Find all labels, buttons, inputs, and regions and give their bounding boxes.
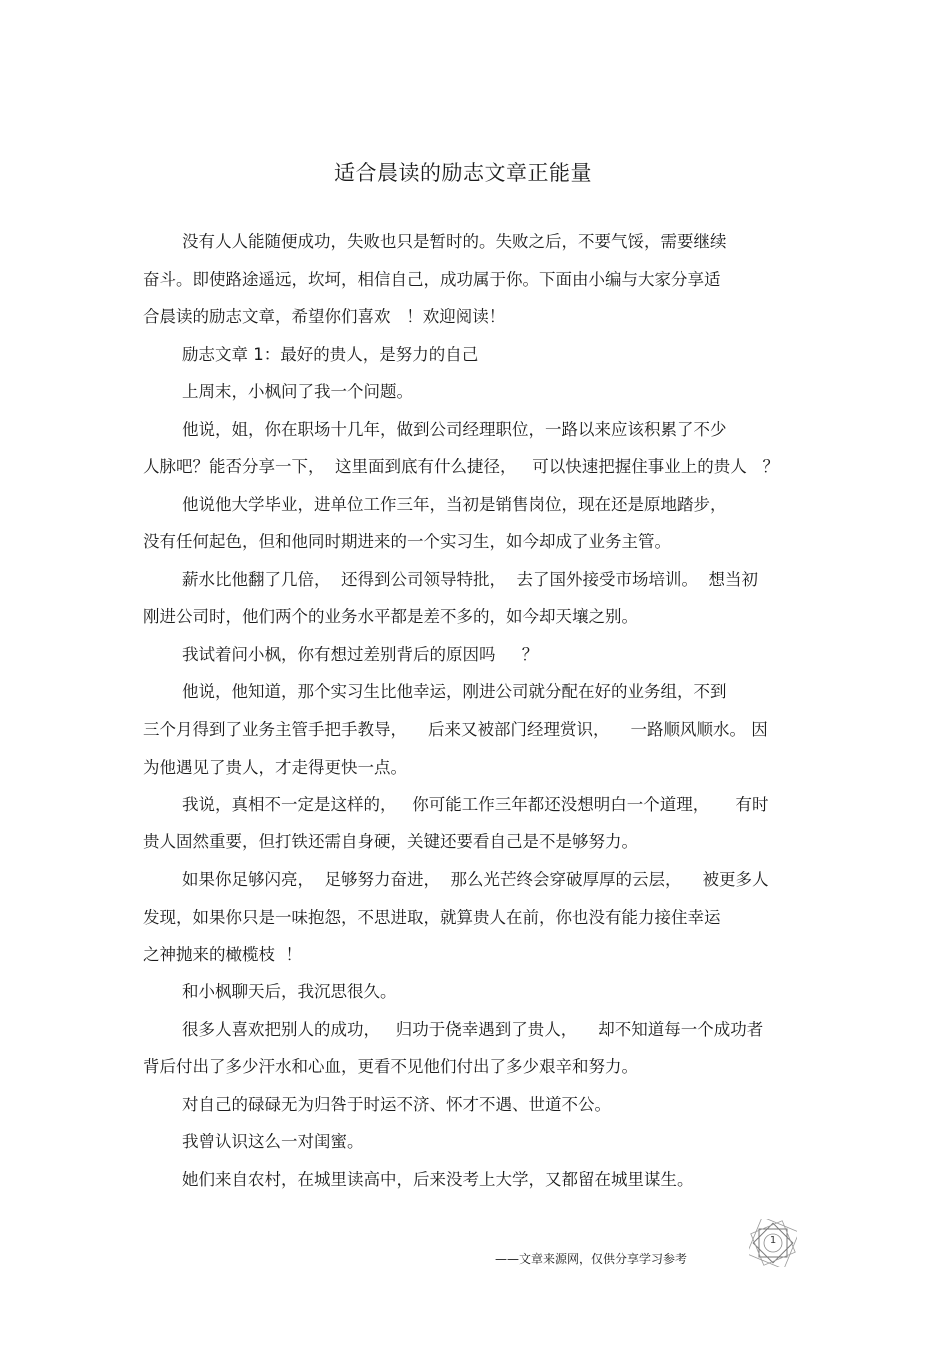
body-line: 为他遇见了贵人，才走得更快一点。: [143, 758, 407, 777]
body-line: 奋斗。即使路途遥远，坎坷，相信自己，成功属于你。下面由小编与大家分享适: [143, 270, 721, 289]
body-line: 没有任何起色，但和他同时期进来的一个实习生，如今却成了业务主管。: [143, 532, 671, 551]
body-line: 三个月得到了业务主管手把手教导， 后来又被部门经理赏识， 一路顺风顺水。 因: [143, 720, 768, 739]
page-number-badge: [749, 1219, 797, 1267]
body-line: 他说，姐，你在职场十几年，做到公司经理职位，一路以来应该积累了不少: [182, 420, 727, 439]
body-line: 对自己的碌碌无为归咎于时运不济、怀才不遇、世道不公。: [182, 1095, 611, 1114]
body-line: 合晨读的励志文章，希望你们喜欢 ！欢迎阅读！: [143, 307, 506, 326]
body-line: 薪水比他翻了几倍， 还得到公司领导特批， 去了国外接受市场培训。 想当初: [182, 570, 758, 589]
section-heading: 励志文章 1：最好的贵人，是努力的自己: [182, 345, 479, 364]
body-line: 他说，他知道，那个实习生比他幸运，刚进公司就分配在好的业务组，不到: [182, 682, 727, 701]
body-line: 如果你足够闪亮， 足够努力奋进， 那么光芒终会穿破厚厚的云层， 被更多人: [182, 870, 769, 889]
body-line: 他说他大学毕业，进单位工作三年，当初是销售岗位，现在还是原地踏步，: [182, 495, 727, 514]
body-line: 贵人固然重要，但打铁还需自身硬，关键还要看自己是不是够努力。: [143, 832, 638, 851]
body-line: 刚进公司时，他们两个的业务水平都是差不多的，如今却天壤之别。: [143, 607, 638, 626]
body-line: 我说，真相不一定是这样的， 你可能工作三年都还没想明白一个道理， 有时: [182, 795, 769, 814]
body-line: 人脉吧？能否分享一下， 这里面到底有什么捷径， 可以快速把握住事业上的贵人 ？: [143, 457, 779, 476]
body-line: 很多人喜欢把别人的成功， 归功于侥幸遇到了贵人， 却不知道每一个成功者: [182, 1020, 764, 1039]
document-title: 适合晨读的励志文章正能量: [334, 161, 592, 185]
body-line: 她们来自农村，在城里读高中，后来没考上大学，又都留在城里谋生。: [182, 1170, 694, 1189]
page-number: 1: [769, 1235, 777, 1246]
body-line: 我曾认识这么一对闺蜜。: [182, 1132, 364, 1151]
body-line: 和小枫聊天后，我沉思很久。: [182, 982, 397, 1001]
body-line: 上周末，小枫问了我一个问题。: [182, 382, 413, 401]
body-line: 背后付出了多少汗水和心血，更看不见他们付出了多少艰辛和努力。: [143, 1057, 638, 1076]
footer-source-note: ——文章来源网，仅供分享学习参考: [495, 1252, 688, 1266]
body-line: 发现，如果你只是一味抱怨，不思进取，就算贵人在前，你也没有能力接住幸运: [143, 908, 721, 927]
body-line: 之神抛来的橄榄枝 ！: [143, 945, 302, 964]
body-line: 没有人人能随便成功，失败也只是暂时的。失败之后，不要气馁，需要继续: [182, 232, 727, 251]
body-line: 我试着问小枫，你有想过差别背后的原因吗 ？: [182, 645, 539, 664]
